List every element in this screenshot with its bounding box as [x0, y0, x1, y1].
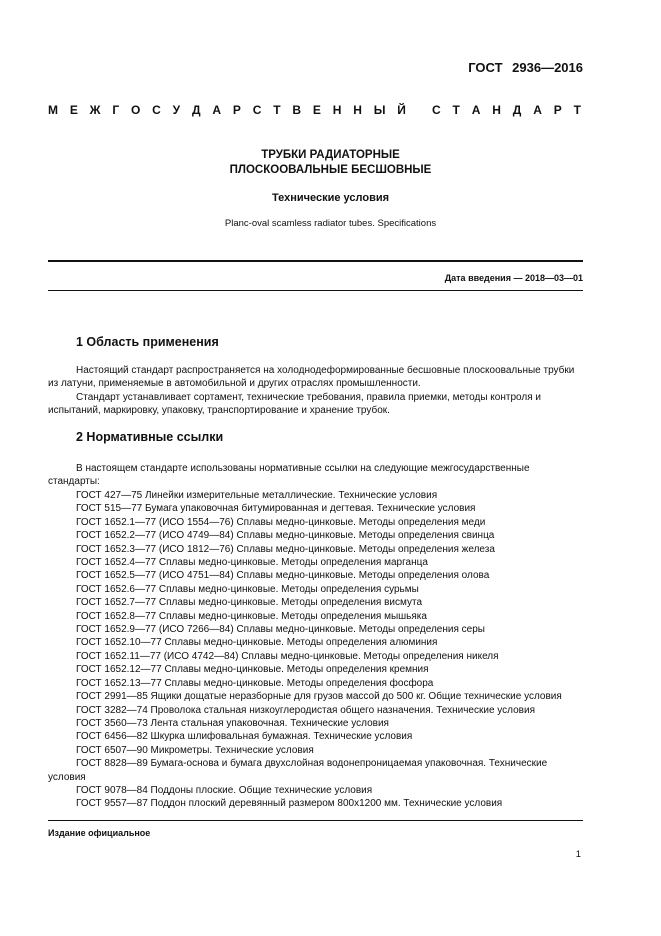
spread-letter: Е: [312, 103, 321, 117]
reference-item: ГОСТ 1652.13—77 Сплавы медно-цинковые. Методы определения фосфора: [76, 677, 434, 689]
spread-letter: Д: [191, 103, 201, 117]
standard-kind-banner: [48, 103, 581, 117]
reference-item: ГОСТ 1652.4—77 Сплавы медно-цинковые. Методы определения марганца: [76, 557, 428, 569]
section-1-paragraph-1: Настоящий стандарт распространяется на холоднодеформированные бесшовные плоскоовальные трубки из латуни, применяемые в автомобильной и других отраслях промышленности.: [48, 365, 575, 390]
title-line-2: ПЛОСКООВАЛЬНЫЕ БЕСШОВНЫЕ: [229, 164, 432, 176]
reference-item: ГОСТ 3560—73 Лента стальная упаковочная. Технические условия: [76, 717, 389, 729]
intro-date: Дата введения — 2018—03—01: [444, 273, 583, 283]
reference-item: ГОСТ 9078—84 Поддоны плоские. Общие технические условия: [76, 784, 373, 796]
spread-letter: С: [432, 103, 441, 117]
reference-item: ГОСТ 6456—82 Шкурка шлифовальная бумажная. Технические условия: [76, 731, 413, 743]
section-1-paragraph-2: Стандарт устанавливает сортамент, технические требования, правила приемки, методы контроля и испытаний, маркировку, упаковку, транспортирование и хранение трубок.: [48, 392, 541, 417]
reference-item: ГОСТ 1652.3—77 (ИСО 1812—76) Сплавы медно-цинковые. Методы определения железа: [76, 543, 495, 555]
reference-item: ГОСТ 1652.8—77 Сплавы медно-цинковые. Методы определения мышьяка: [76, 610, 427, 622]
page-number: 1: [575, 849, 581, 860]
reference-item: ГОСТ 2991—85 Ящики дощатые неразборные для грузов массой до 500 кг. Общие технические условия: [76, 691, 562, 703]
spread-letter: Н: [353, 103, 362, 117]
reference-item: ГОСТ 6507—90 Микрометры. Технические условия: [76, 744, 314, 756]
reference-item: ГОСТ 427—75 Линейки измерительные металлические. Технические условия: [76, 490, 438, 501]
spread-letter: А: [533, 103, 542, 117]
normative-references-list: [48, 489, 583, 811]
reference-item: ГОСТ 515—77 Бумага упаковочная битумированная и дегтевая. Технические условия: [76, 503, 476, 515]
spread-letter: Т: [573, 103, 581, 117]
reference-item: ГОСТ 1652.9—77 (ИСО 7266—84) Сплавы медно-цинковые. Методы определения серы: [76, 624, 485, 636]
reference-item: ГОСТ 1652.1—77 (ИСО 1554—76) Сплавы медно-цинковые. Методы определения меди: [76, 516, 486, 528]
title-subtitle: Технические условия: [271, 192, 390, 204]
section-1-heading: 1 Область применения: [76, 335, 219, 349]
spread-letter: А: [212, 103, 222, 117]
spread-letter: Р: [553, 103, 562, 117]
standard-kind-word-1: [48, 103, 406, 117]
spread-letter: Н: [492, 103, 501, 117]
spread-letter: Г: [112, 103, 120, 117]
spread-letter: С: [252, 103, 262, 117]
reference-item: ГОСТ 3282—74 Проволока стальная низкоуглеродистая общего назначения. Технические условия: [76, 704, 535, 716]
reference-item: ГОСТ 9557—87 Поддон плоский деревянный размером 800x1200 мм. Технические условия: [76, 798, 503, 810]
english-title: Planc-oval scamless radiator tubes. Specifications: [224, 218, 437, 229]
spread-letter: Т: [273, 103, 281, 117]
spread-letter: Ж: [89, 103, 101, 117]
reference-item: ГОСТ 1652.6—77 Сплавы медно-цинковые. Методы определения сурьмы: [76, 583, 419, 595]
reference-item: ГОСТ 1652.2—77 (ИСО 4749—84) Сплавы медно-цинковые. Методы определения свинца: [76, 530, 495, 542]
spread-letter: Т: [452, 103, 460, 117]
spread-letter: О: [131, 103, 141, 117]
spread-letter: М: [48, 103, 58, 117]
footer-divider: [48, 820, 583, 821]
reference-item: ГОСТ 1652.10—77 Сплавы медно-цинковые. Методы определения алюминия: [76, 637, 438, 649]
section-2-heading: 2 Нормативные ссылки: [76, 430, 224, 444]
spread-letter: Е: [69, 103, 78, 117]
spread-letter: А: [471, 103, 481, 117]
title-divider: [48, 260, 583, 262]
title-line-1: ТРУБКИ РАДИАТОРНЫЕ: [261, 149, 400, 161]
document-code: ГОСТ 2936—2016: [468, 60, 583, 75]
spread-letter: С: [152, 103, 161, 117]
spread-letter: Р: [232, 103, 241, 117]
spread-letter: Ы: [373, 103, 386, 117]
spread-letter: Й: [397, 103, 406, 117]
date-divider: [48, 290, 583, 291]
reference-item: ГОСТ 1652.11—77 (ИСО 4742—84) Сплавы медно-цинковые. Методы определения никеля: [76, 650, 499, 662]
spread-letter: В: [292, 103, 302, 117]
reference-item: ГОСТ 1652.12—77 Сплавы медно-цинковые. Методы определения кремния: [76, 664, 429, 676]
standard-kind-word-2: [432, 103, 581, 117]
section-2-intro: В настоящем стандарте использованы нормативные ссылки на следующие межгосударственные стандарты:: [48, 463, 530, 488]
reference-item: ГОСТ 8828—89 Бумага-основа и бумага двухслойная водонепроницаемая упаковочная. Технические условия: [48, 758, 548, 783]
reference-item: ГОСТ 1652.5—77 (ИСО 4751—84) Сплавы медно-цинковые. Методы определения олова: [76, 570, 490, 582]
spread-letter: У: [172, 103, 181, 117]
reference-item: ГОСТ 1652.7—77 Сплавы медно-цинковые. Методы определения висмута: [76, 597, 423, 609]
spread-letter: Д: [512, 103, 522, 117]
edition-label: Издание официальное: [48, 828, 151, 838]
spread-letter: Н: [332, 103, 342, 117]
